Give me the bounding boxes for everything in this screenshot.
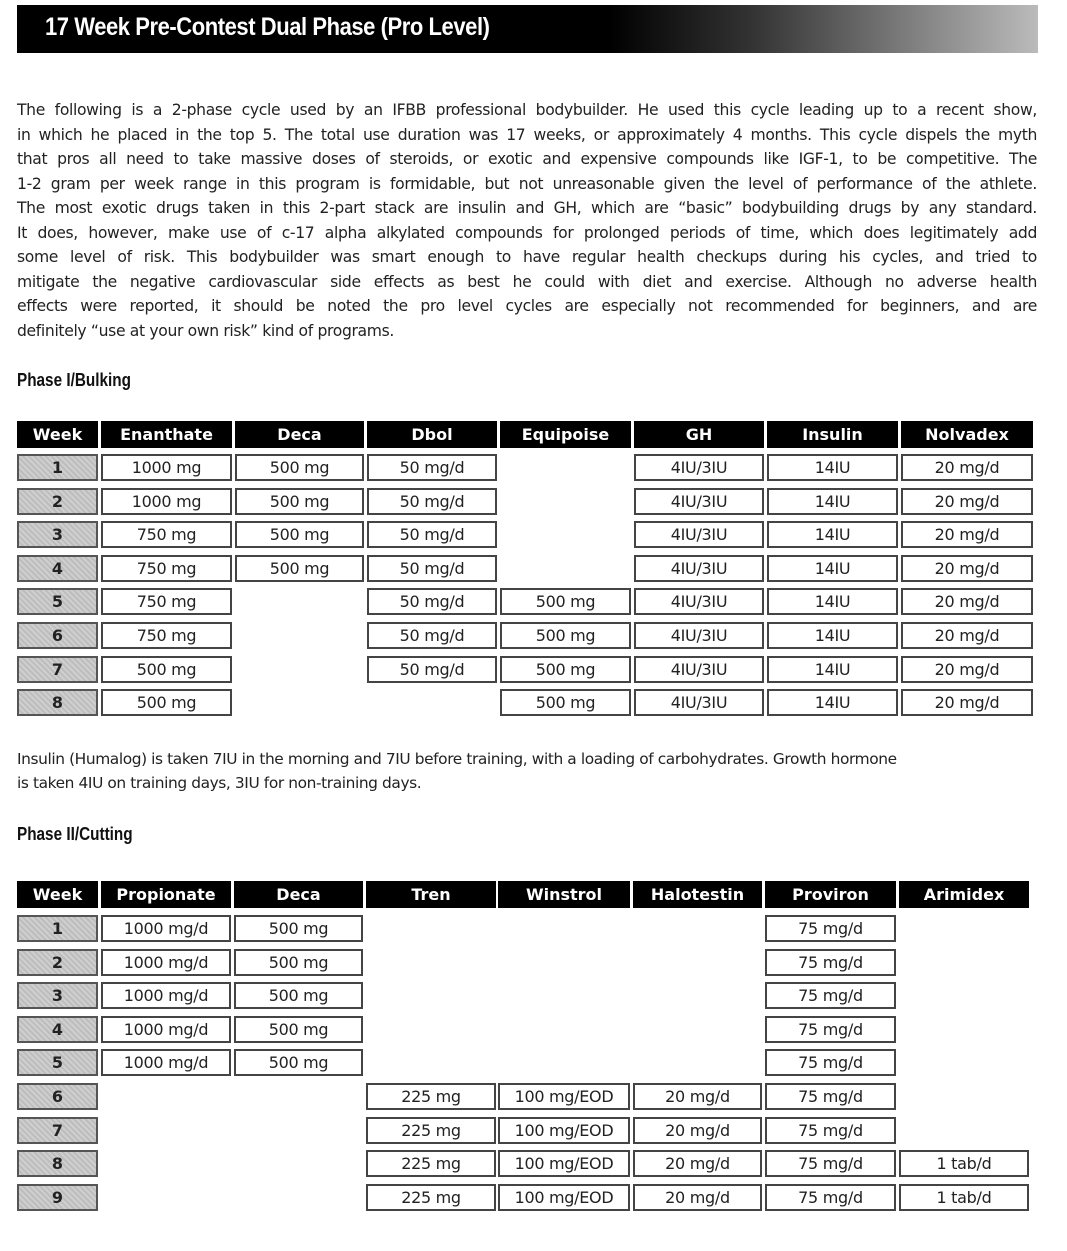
phase2-dose-cell: 75 mg/d [765,1117,896,1144]
phase1-dose-cell: 750 mg [101,588,232,615]
phase1-dose-cell: 500 mg [101,656,232,683]
phase2-dose-cell: 1000 mg/d [101,915,231,942]
phase1-dose-cell: 14IU [767,588,898,615]
phase2-week-cell: 1 [17,915,98,942]
phase1-week-cell: 3 [17,521,98,548]
phase2-dose-cell: 75 mg/d [765,1016,896,1043]
phase1-dose-cell: 4IU/3IU [634,521,764,548]
phase1-dose-cell: 500 mg [500,689,631,716]
intro-line: effects were reported, it should be noted the pro level cycles are especially not recommended for beginners, and are [17,297,1037,315]
phase2-week-cell: 6 [17,1083,98,1110]
phase1-week-cell: 5 [17,588,98,615]
intro-line: mitigate the negative cardiovascular side effects as best he could with diet and exercise. Although no adverse health [17,272,1037,291]
phase1-dose-cell: 4IU/3IU [634,555,764,582]
phase2-header-arimidex: Arimidex [899,881,1029,908]
phase1-dose-cell: 750 mg [101,622,232,649]
phase1-week-cell: 8 [17,689,98,716]
phase1-dose-cell: 4IU/3IU [634,588,764,615]
phase2-dose-cell: 1000 mg/d [101,1016,231,1043]
phase1-dose-cell: 4IU/3IU [634,622,764,649]
phase1-dose-cell: 14IU [767,656,898,683]
phase1-dose-cell: 50 mg/d [367,488,497,515]
phase2-dose-cell: 225 mg [366,1083,496,1110]
phase1-dose-cell: 14IU [767,555,898,582]
intro-paragraph [17,98,1037,343]
phase1-dose-cell: 1000 mg [101,488,232,515]
phase2-week-cell: 9 [17,1184,98,1211]
phase1-dose-cell: 500 mg [500,656,631,683]
phase2-dose-cell: 1 tab/d [899,1150,1029,1177]
dosage-note [17,748,1037,795]
phase2-dose-cell: 225 mg [366,1117,496,1144]
phase2-dose-cell: 75 mg/d [765,1083,896,1110]
phase1-dose-cell: 20 mg/d [901,488,1033,515]
phase1-dose-cell: 14IU [767,454,898,481]
phase1-dose-cell: 20 mg/d [901,689,1033,716]
phase2-week-cell: 4 [17,1016,98,1043]
phase1-dose-cell: 50 mg/d [367,454,497,481]
phase2-dose-cell: 20 mg/d [633,1150,762,1177]
phase1-dose-cell: 20 mg/d [901,656,1033,683]
phase1-dose-cell: 500 mg [235,488,364,515]
phase1-dose-cell: 500 mg [500,622,631,649]
note-line: Insulin (Humalog) is taken 7IU in the morning and 7IU before training, with a loading of carbohydrates. Growth hormone [17,750,897,768]
phase2-week-cell: 8 [17,1150,98,1177]
phase2-dose-cell: 75 mg/d [765,949,896,976]
phase1-header-gh: GH [634,421,764,448]
phase1-dose-cell: 4IU/3IU [634,454,764,481]
phase2-dose-cell: 20 mg/d [633,1117,762,1144]
phase1-heading: Phase I/Bulking [17,370,131,390]
phase2-dose-cell: 1 tab/d [899,1184,1029,1211]
phase1-header-week: Week [17,421,98,448]
phase1-dose-cell: 750 mg [101,555,232,582]
phase1-dose-cell: 20 mg/d [901,588,1033,615]
phase1-dose-cell: 50 mg/d [367,622,497,649]
intro-line: in which he placed in the top 5. The total use duration was 17 weeks, or approximately 4 months. This cycle dispels the myth [17,125,1037,144]
phase1-header-insulin: Insulin [767,421,898,448]
phase2-header-propionate: Propionate [101,881,231,908]
phase1-week-cell: 6 [17,622,98,649]
phase2-week-cell: 2 [17,949,98,976]
phase2-dose-cell: 1000 mg/d [101,982,231,1009]
phase2-dose-cell: 500 mg [234,915,363,942]
phase2-dose-cell: 75 mg/d [765,915,896,942]
phase2-dose-cell: 75 mg/d [765,1150,896,1177]
phase1-dose-cell: 500 mg [235,555,364,582]
phase2-heading: Phase II/Cutting [17,824,133,844]
phase2-dose-cell: 100 mg/EOD [498,1150,630,1177]
phase1-dose-cell: 500 mg [235,521,364,548]
phase1-dose-cell: 500 mg [500,588,631,615]
intro-line: some level of risk. This bodybuilder was smart enough to have regular health checkups during his cycles, and tried to [17,248,1037,266]
phase1-header-equipoise: Equipoise [500,421,631,448]
phase2-week-cell: 5 [17,1049,98,1076]
phase2-dose-cell: 100 mg/EOD [498,1117,630,1144]
intro-line: definitely “use at your own risk” kind of programs. [17,321,394,340]
phase1-week-cell: 1 [17,454,98,481]
phase2-dose-cell: 100 mg/EOD [498,1083,630,1110]
phase2-dose-cell: 20 mg/d [633,1184,762,1211]
phase1-dose-cell: 20 mg/d [901,454,1033,481]
phase2-header-winstrol: Winstrol [498,881,630,908]
phase1-header-deca: Deca [235,421,364,448]
phase2-dose-cell: 225 mg [366,1184,496,1211]
phase2-dose-cell: 1000 mg/d [101,949,231,976]
phase2-header-proviron: Proviron [765,881,896,908]
phase1-dose-cell: 750 mg [101,521,232,548]
phase1-dose-cell: 1000 mg [101,454,232,481]
phase1-dose-cell: 14IU [767,689,898,716]
phase1-dose-cell: 14IU [767,521,898,548]
note-line: is taken 4IU on training days, 3IU for non-training days. [17,773,422,792]
phase1-dose-cell: 4IU/3IU [634,689,764,716]
phase2-dose-cell: 500 mg [234,949,363,976]
intro-line: The most exotic drugs taken in this 2-part stack are insulin and GH, which are “basic” bodybuilding drugs by any standard. [17,199,1037,217]
phase2-header-week: Week [17,881,98,908]
intro-line: The following is a 2-phase cycle used by an IFBB professional bodybuilder. He used this cycle leading up to a recent show, [17,101,1037,119]
phase2-header-halotestin: Halotestin [633,881,762,908]
page-title-bar [17,5,1038,53]
phase1-dose-cell: 20 mg/d [901,622,1033,649]
intro-line: 1-2 gram per week range in this program is formidable, but not unreasonable given the level of performance of the athlete. [17,174,1037,193]
phase2-dose-cell: 1000 mg/d [101,1049,231,1076]
phase1-dose-cell: 4IU/3IU [634,488,764,515]
page-title: 17 Week Pre-Contest Dual Phase (Pro Level) [45,13,490,41]
intro-line: It does, however, make use of c-17 alpha alkylated compounds for prolonged periods of time, which does legitimately add [17,223,1037,242]
phase1-dose-cell: 50 mg/d [367,521,497,548]
phase1-dose-cell: 50 mg/d [367,555,497,582]
phase2-dose-cell: 75 mg/d [765,1184,896,1211]
phase1-dose-cell: 14IU [767,622,898,649]
phase2-header-tren: Tren [366,881,496,908]
phase1-week-cell: 7 [17,656,98,683]
phase1-dose-cell: 14IU [767,488,898,515]
phase2-dose-cell: 20 mg/d [633,1083,762,1110]
phase1-header-nolvadex: Nolvadex [901,421,1033,448]
phase2-dose-cell: 75 mg/d [765,982,896,1009]
phase2-header-deca: Deca [234,881,363,908]
phase1-dose-cell: 500 mg [101,689,232,716]
phase1-dose-cell: 50 mg/d [367,656,497,683]
phase1-header-enanthate: Enanthate [101,421,232,448]
phase2-week-cell: 7 [17,1117,98,1144]
intro-line: that pros all need to take massive doses of steroids, or exotic and expensive compounds like IGF-1, to be competitive. The [17,150,1037,168]
phase2-week-cell: 3 [17,982,98,1009]
phase1-week-cell: 4 [17,555,98,582]
phase2-dose-cell: 500 mg [234,982,363,1009]
phase1-dose-cell: 50 mg/d [367,588,497,615]
phase2-dose-cell: 75 mg/d [765,1049,896,1076]
phase1-dose-cell: 20 mg/d [901,521,1033,548]
phase2-dose-cell: 500 mg [234,1049,363,1076]
phase1-dose-cell: 20 mg/d [901,555,1033,582]
phase1-week-cell: 2 [17,488,98,515]
phase1-header-dbol: Dbol [367,421,497,448]
phase1-dose-cell: 4IU/3IU [634,656,764,683]
phase2-dose-cell: 100 mg/EOD [498,1184,630,1211]
phase1-dose-cell: 500 mg [235,454,364,481]
phase2-dose-cell: 500 mg [234,1016,363,1043]
phase2-dose-cell: 225 mg [366,1150,496,1177]
